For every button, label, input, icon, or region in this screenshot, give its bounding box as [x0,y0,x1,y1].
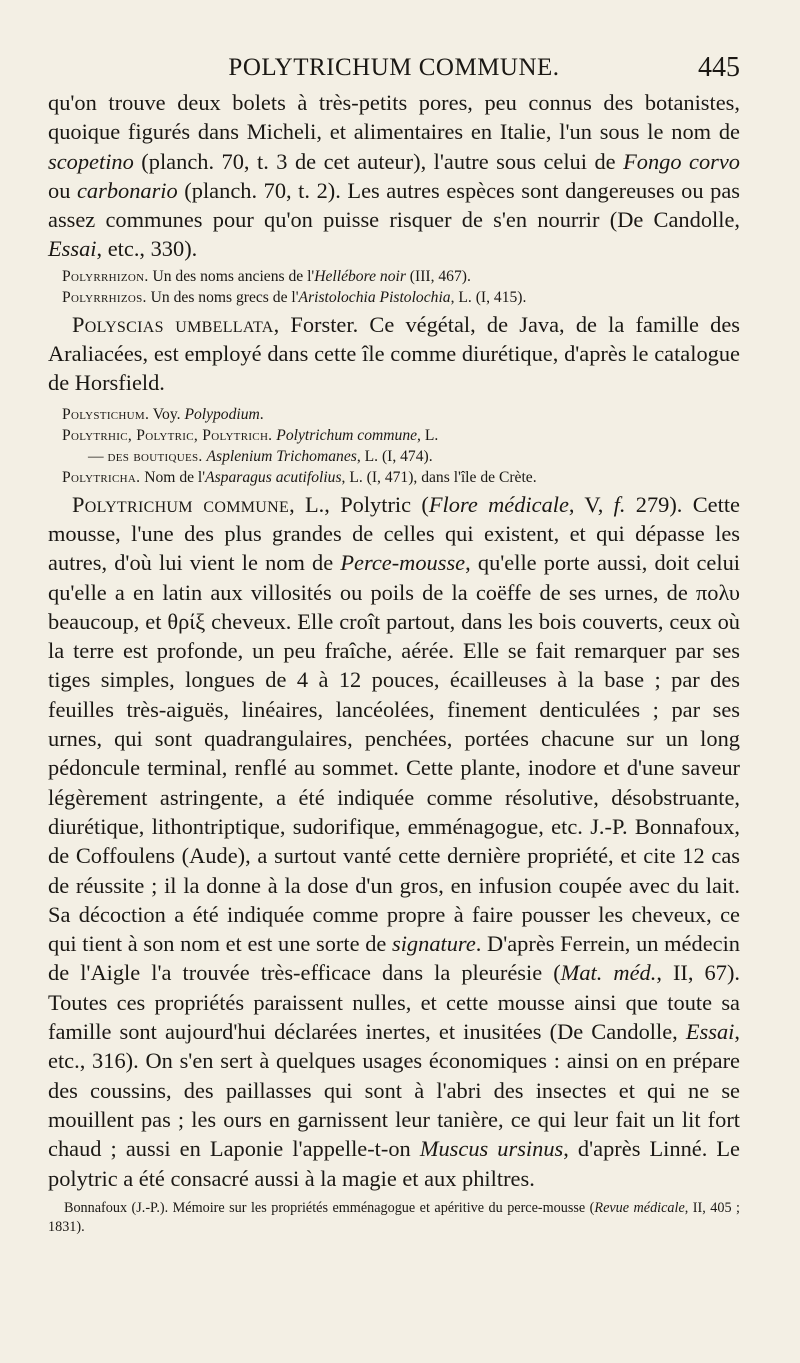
entry-polytric [48,425,740,446]
running-title: POLYTRICHUM COMMUNE. [228,54,560,81]
text-run: , L., Polytric ( [289,491,429,517]
entry-polyrrhizos [48,287,740,308]
italic-run: Hellébore noir [314,267,406,285]
text-run: Nom de l' [140,468,206,486]
entry-polyrrhizon [48,266,740,287]
italic-run: carbonario [76,177,178,203]
text-run: , L. (I, 415). [450,288,527,306]
italic-run: scopetino [48,148,134,174]
italic-run: Perce-mousse [340,550,466,576]
text-run: (planch. 70, t. 3 de cet auteur), l'autre sous celui de [133,148,624,174]
text-run: , L. (I, 474). [356,447,433,465]
italic-run: Essai [48,236,97,262]
paragraph-polyscias [48,310,740,398]
entry-polytricha [48,467,740,488]
text-run: , II, 67). Toutes ces propriétés paraissent nulles, et cette mousse ainsi que toute sa famille sont aujourd'hui déclarées inertes, et inusitées (De Candolle, [48,960,740,1045]
entry-term: Polytrhic, Polytric, Polytrich. [62,426,273,444]
dash: — [88,447,108,465]
text-run: , etc., 316). On s'en sert à quelques usages économiques : ainsi on en prépare des coussins, des paillasses qui sont à l'abri des insectes et qui ne se mouillent pas ; les ours en garnissent leur tanière, ce qui leur fait un lit fort chaud ; aussi en Laponie l'appelle-t-on [48,1019,740,1162]
text-run: . [259,405,264,423]
text-run: Un des noms anciens de l' [148,267,315,285]
entry-term: Polyrrhizon. [62,267,149,285]
paragraph-bolets [48,88,740,264]
italic-run: Revue médicale [594,1199,685,1216]
italic-run: f. [613,491,626,517]
italic-run: Mat. méd. [560,960,657,986]
text-run: , L. (I, 471), dans l'île de Crète. [341,468,537,486]
text-run: , qu'elle porte aussi, doit celui qu'elle a en latin aux villosités ou poils de la coëffe de ses urnes, de πολυ beaucoup, et θρίξ cheveux. Elle croît partout, dans les bois couverts, ceux où la terre est profonde, un peu fraîche, aérée. Elle se fait remarquer par ses tiges simples, longues de 4 à 12 pouces, écailleuses à la base ; par des feuilles très-aiguës, linéaires, lancéolées, finement denticulées ; par ses urnes, qui sont quadrangulaires, penchées, portées chacune sur un long pédoncule terminal, renflé au sommet. Cette plante, inodore et d'une saveur légèrement astringente, a été indiquée comme résolutive, désobstruante, diurétique, lithontriptique, sudorifique, emménagogue, etc. J.-P. Bonnafoux, de Coffoulens (Aude), a surtout vanté cette dernière propriété, et cite 12 cas de réussite ; il la donne à la dose d'un gros, en infusion coupée avec du lait. Sa décoction a été indiquée comme propre à faire pousser les cheveux, ce qui tient à son nom et est une sorte de [48,550,741,957]
text-run: (III, 467). [405,267,471,285]
text-run: , V, [568,491,614,517]
entry-des-boutiques [48,446,740,467]
italic-run: Aristolochia Pistolochia [298,288,451,306]
page-number: 445 [698,52,740,83]
text-run: , II, 405 ; 1831). [48,1199,740,1235]
text-run: . D'après Ferrein, un médecin de l'Aigle l'a trouvée très-efficace dans la pleurésie ( [48,931,740,986]
italic-run: Essai [685,1019,735,1045]
text-run: 279). Cette mousse, l'une des plus grandes de celles qui existent, et qui dépasse les autres, d'où lui vient le nom de [48,491,740,576]
text-run: , Forster. Ce végétal, de Java, de la famille des Araliacées, est employé dans cette île comme diurétique, d'après le catalogue de Horsfield. [48,311,740,396]
text-run: , d'après Linné. Le polytric a été consacré aussi à la magie et aux philtres. [48,1136,740,1191]
entry-term: Polyscias umbellata [72,311,274,337]
entry-term: Polytrichum commune [72,491,290,517]
entry-polystichum [48,404,740,425]
bibliography-note [48,1199,740,1237]
entry-term: Polytricha. [62,468,141,486]
text-run: Bonnafoux (J.-P.). Mémoire sur les propriétés emménagogue et apéritive du perce-mousse ( [64,1199,595,1216]
italic-run: Muscus ursinus [419,1136,564,1162]
text-run: (planch. 70, t. 2). Les autres espèces sont dangereuses ou pas assez communes pour qu'on puisse risquer de s'en nourrir (De Candolle, [48,177,740,233]
italic-run: Fongo corvo [623,148,741,174]
paragraph-polytrichum-commune [48,490,740,1193]
text-run: , L. [417,426,439,444]
entry-term: Polystichum. [62,405,150,423]
entry-term: Polyrrhizos. [62,288,147,306]
text-run: qu'on trouve deux bolets à très-petits pores, peu connus des botanistes, quoique figurés dans Micheli, et alimentaires en Italie, l'un sous le nom de [48,90,740,145]
text-run: Voy. [149,405,185,423]
italic-run: signature [392,931,476,957]
italic-run: Asplenium Trichomanes [206,447,357,465]
text-run: ou [48,177,77,203]
text-run: Un des noms grecs de l' [146,288,299,306]
italic-run: Asparagus acutifolius [205,468,342,486]
italic-run: Polytrichum commune [276,426,418,444]
page-body [48,88,740,1237]
text-run: , etc., 330). [96,236,198,262]
italic-run: Polypodium [184,405,260,423]
running-head [48,52,740,86]
italic-run: Flore médicale [428,491,569,517]
entry-term: des boutiques. [107,447,203,465]
